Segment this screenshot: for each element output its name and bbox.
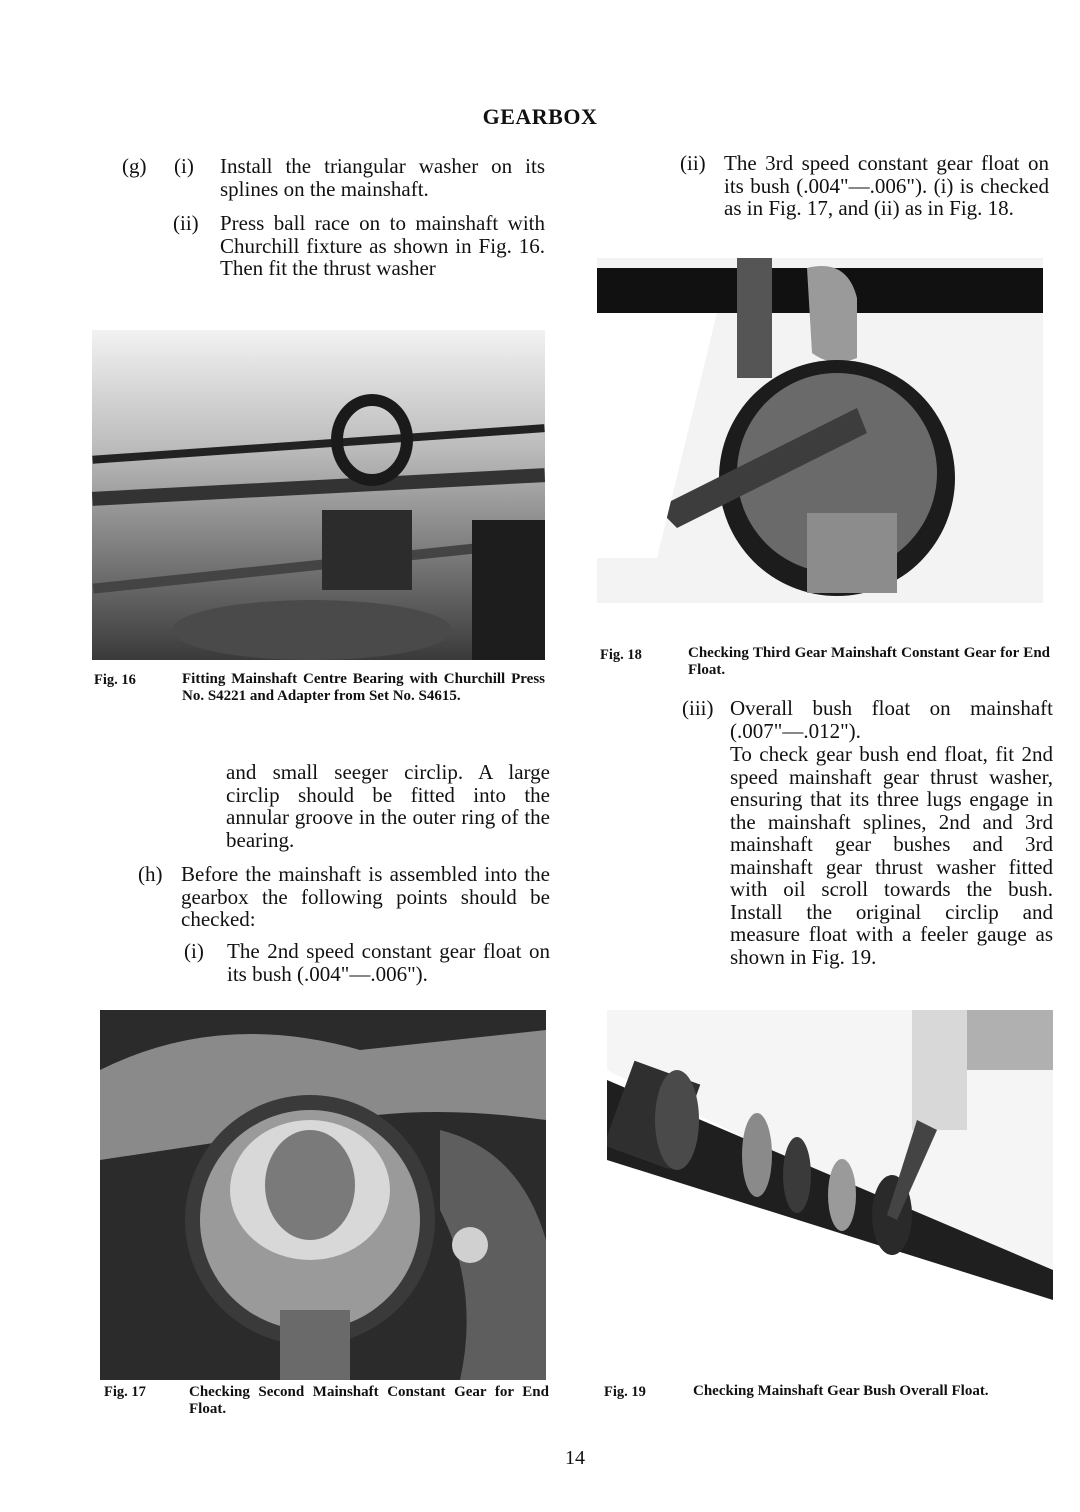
fig-18-photo <box>597 258 1043 603</box>
fig-19-photo <box>607 1010 1053 1370</box>
fig-17-number: Fig. 17 <box>104 1384 146 1400</box>
fig-18-number: Fig. 18 <box>600 647 642 663</box>
step-g-label: (g) <box>122 154 147 178</box>
step-g-ii-text: Press ball race on to mainshaft with Churchill fixture as shown in Fig. 16. Then fit the thrust washer <box>220 211 545 280</box>
page-number: 14 <box>565 1447 585 1469</box>
fig-16-caption: Fitting Mainshaft Centre Bearing with Churchill Press No. S4221 and Adapter from Set No. S4615. <box>182 671 545 704</box>
step-h-iii-label: (iii) <box>682 696 714 720</box>
step-h-ii-label: (ii) <box>680 151 706 175</box>
step-h-i-text: The 2nd speed constant gear float on its bush (.004"—.006"). <box>227 939 550 986</box>
step-g-i-label: (i) <box>174 154 194 178</box>
step-g-ii-label: (ii) <box>173 211 199 235</box>
fig-17-photo <box>100 1010 546 1380</box>
fig-19-caption: Checking Mainshaft Gear Bush Overall Float. <box>693 1383 989 1399</box>
fig-19-number: Fig. 19 <box>604 1384 646 1400</box>
step-h-iii-text-1: Overall bush float on mainshaft (.007"—.012"). <box>730 696 1053 743</box>
step-g-i-text: Install the triangular washer on its splines on the mainshaft. <box>220 154 545 201</box>
fig-17-caption: Checking Second Mainshaft Constant Gear for End Float. <box>189 1384 549 1417</box>
continuation-text: and small seeger circlip. A large circlip should be fitted into the annular groove in the outer ring of the bearing. <box>226 760 550 852</box>
step-h-iii-text-2: To check gear bush end float, fit 2nd speed mainshaft gear thrust washer, ensuring that its three lugs engage in the mainshaft splines, 2nd and 3rd mainshaft gear bushes and 3rd mainshaft gear thrust washer fitted with oil scroll towards the bush. Install the original circlip and measure float with a feeler gauge as shown in Fig. 19. <box>730 742 1053 969</box>
fig-18-caption: Checking Third Gear Mainshaft Constant Gear for End Float. <box>688 645 1050 678</box>
page-title: GEARBOX <box>482 104 598 129</box>
step-h-i-label: (i) <box>184 939 204 963</box>
fig-16-number: Fig. 16 <box>94 672 136 688</box>
step-h-label: (h) <box>138 862 163 886</box>
step-h-text: Before the mainshaft is assembled into the gearbox the following points should be checked: <box>181 862 550 931</box>
step-h-ii-text: The 3rd speed constant gear float on its bush (.004"—.006"). (i) is checked as in Fig. 17, and (ii) as in Fig. 18. <box>724 151 1049 220</box>
fig-16-photo <box>92 330 545 660</box>
